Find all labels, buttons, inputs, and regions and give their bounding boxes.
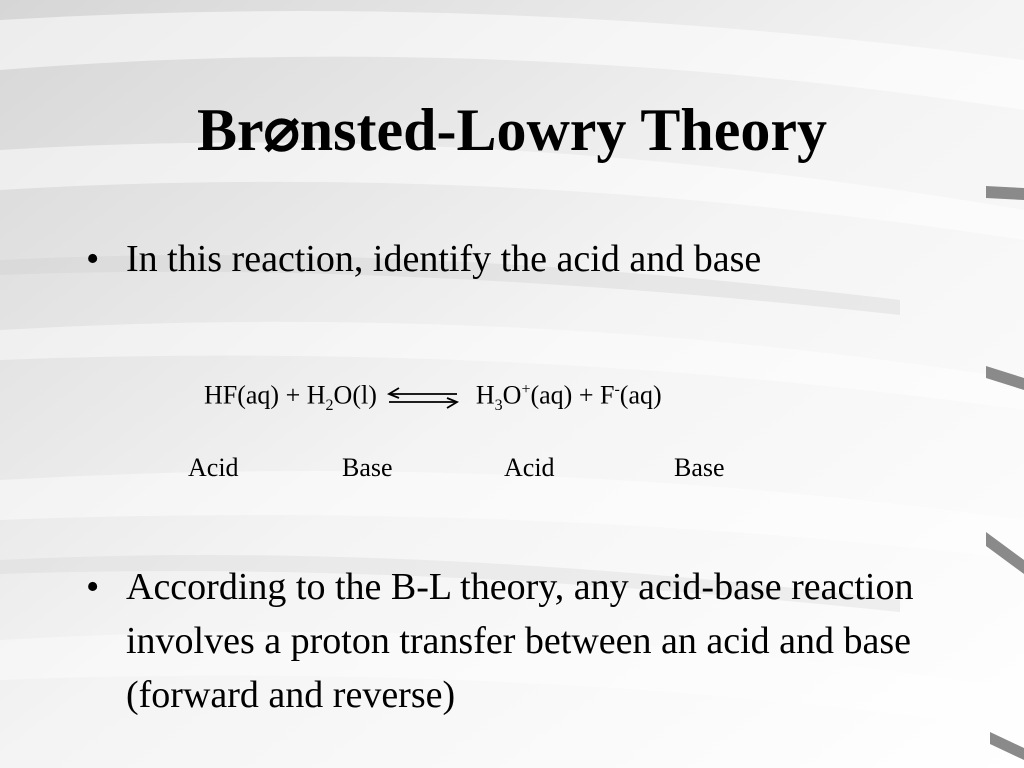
slide-title: Br⌀nsted-Lowry Theory [197, 97, 827, 163]
superscript: - [614, 381, 620, 398]
equation-part: O(l) [333, 380, 377, 410]
bullet-text: According to the B-L theory, any acid-base reaction involves a proton transfer between an acid and base (forward and reverse) [126, 566, 914, 716]
bullet-text: In this reaction, identify the acid and base [126, 238, 762, 280]
label-acid: Acid [188, 453, 239, 482]
label-acid: Acid [504, 453, 555, 482]
subscript: 2 [325, 396, 334, 414]
equation-part: (aq) + F [530, 380, 615, 410]
bullet-item [86, 232, 946, 286]
equation-part: O [502, 380, 522, 410]
equation-part: H [475, 380, 495, 410]
equation-part: (aq) [619, 380, 662, 410]
equilibrium-arrow-icon [385, 387, 461, 409]
label-base: Base [674, 453, 725, 482]
superscript: + [521, 381, 531, 398]
equation-part: HF(aq) + H [204, 380, 326, 410]
label-base: Base [342, 453, 393, 482]
chemical-equation [204, 374, 662, 422]
bullet-marker: • [86, 238, 100, 280]
bullet-marker: • [86, 566, 100, 608]
subscript: 3 [494, 396, 503, 414]
bullet-item [86, 560, 946, 722]
